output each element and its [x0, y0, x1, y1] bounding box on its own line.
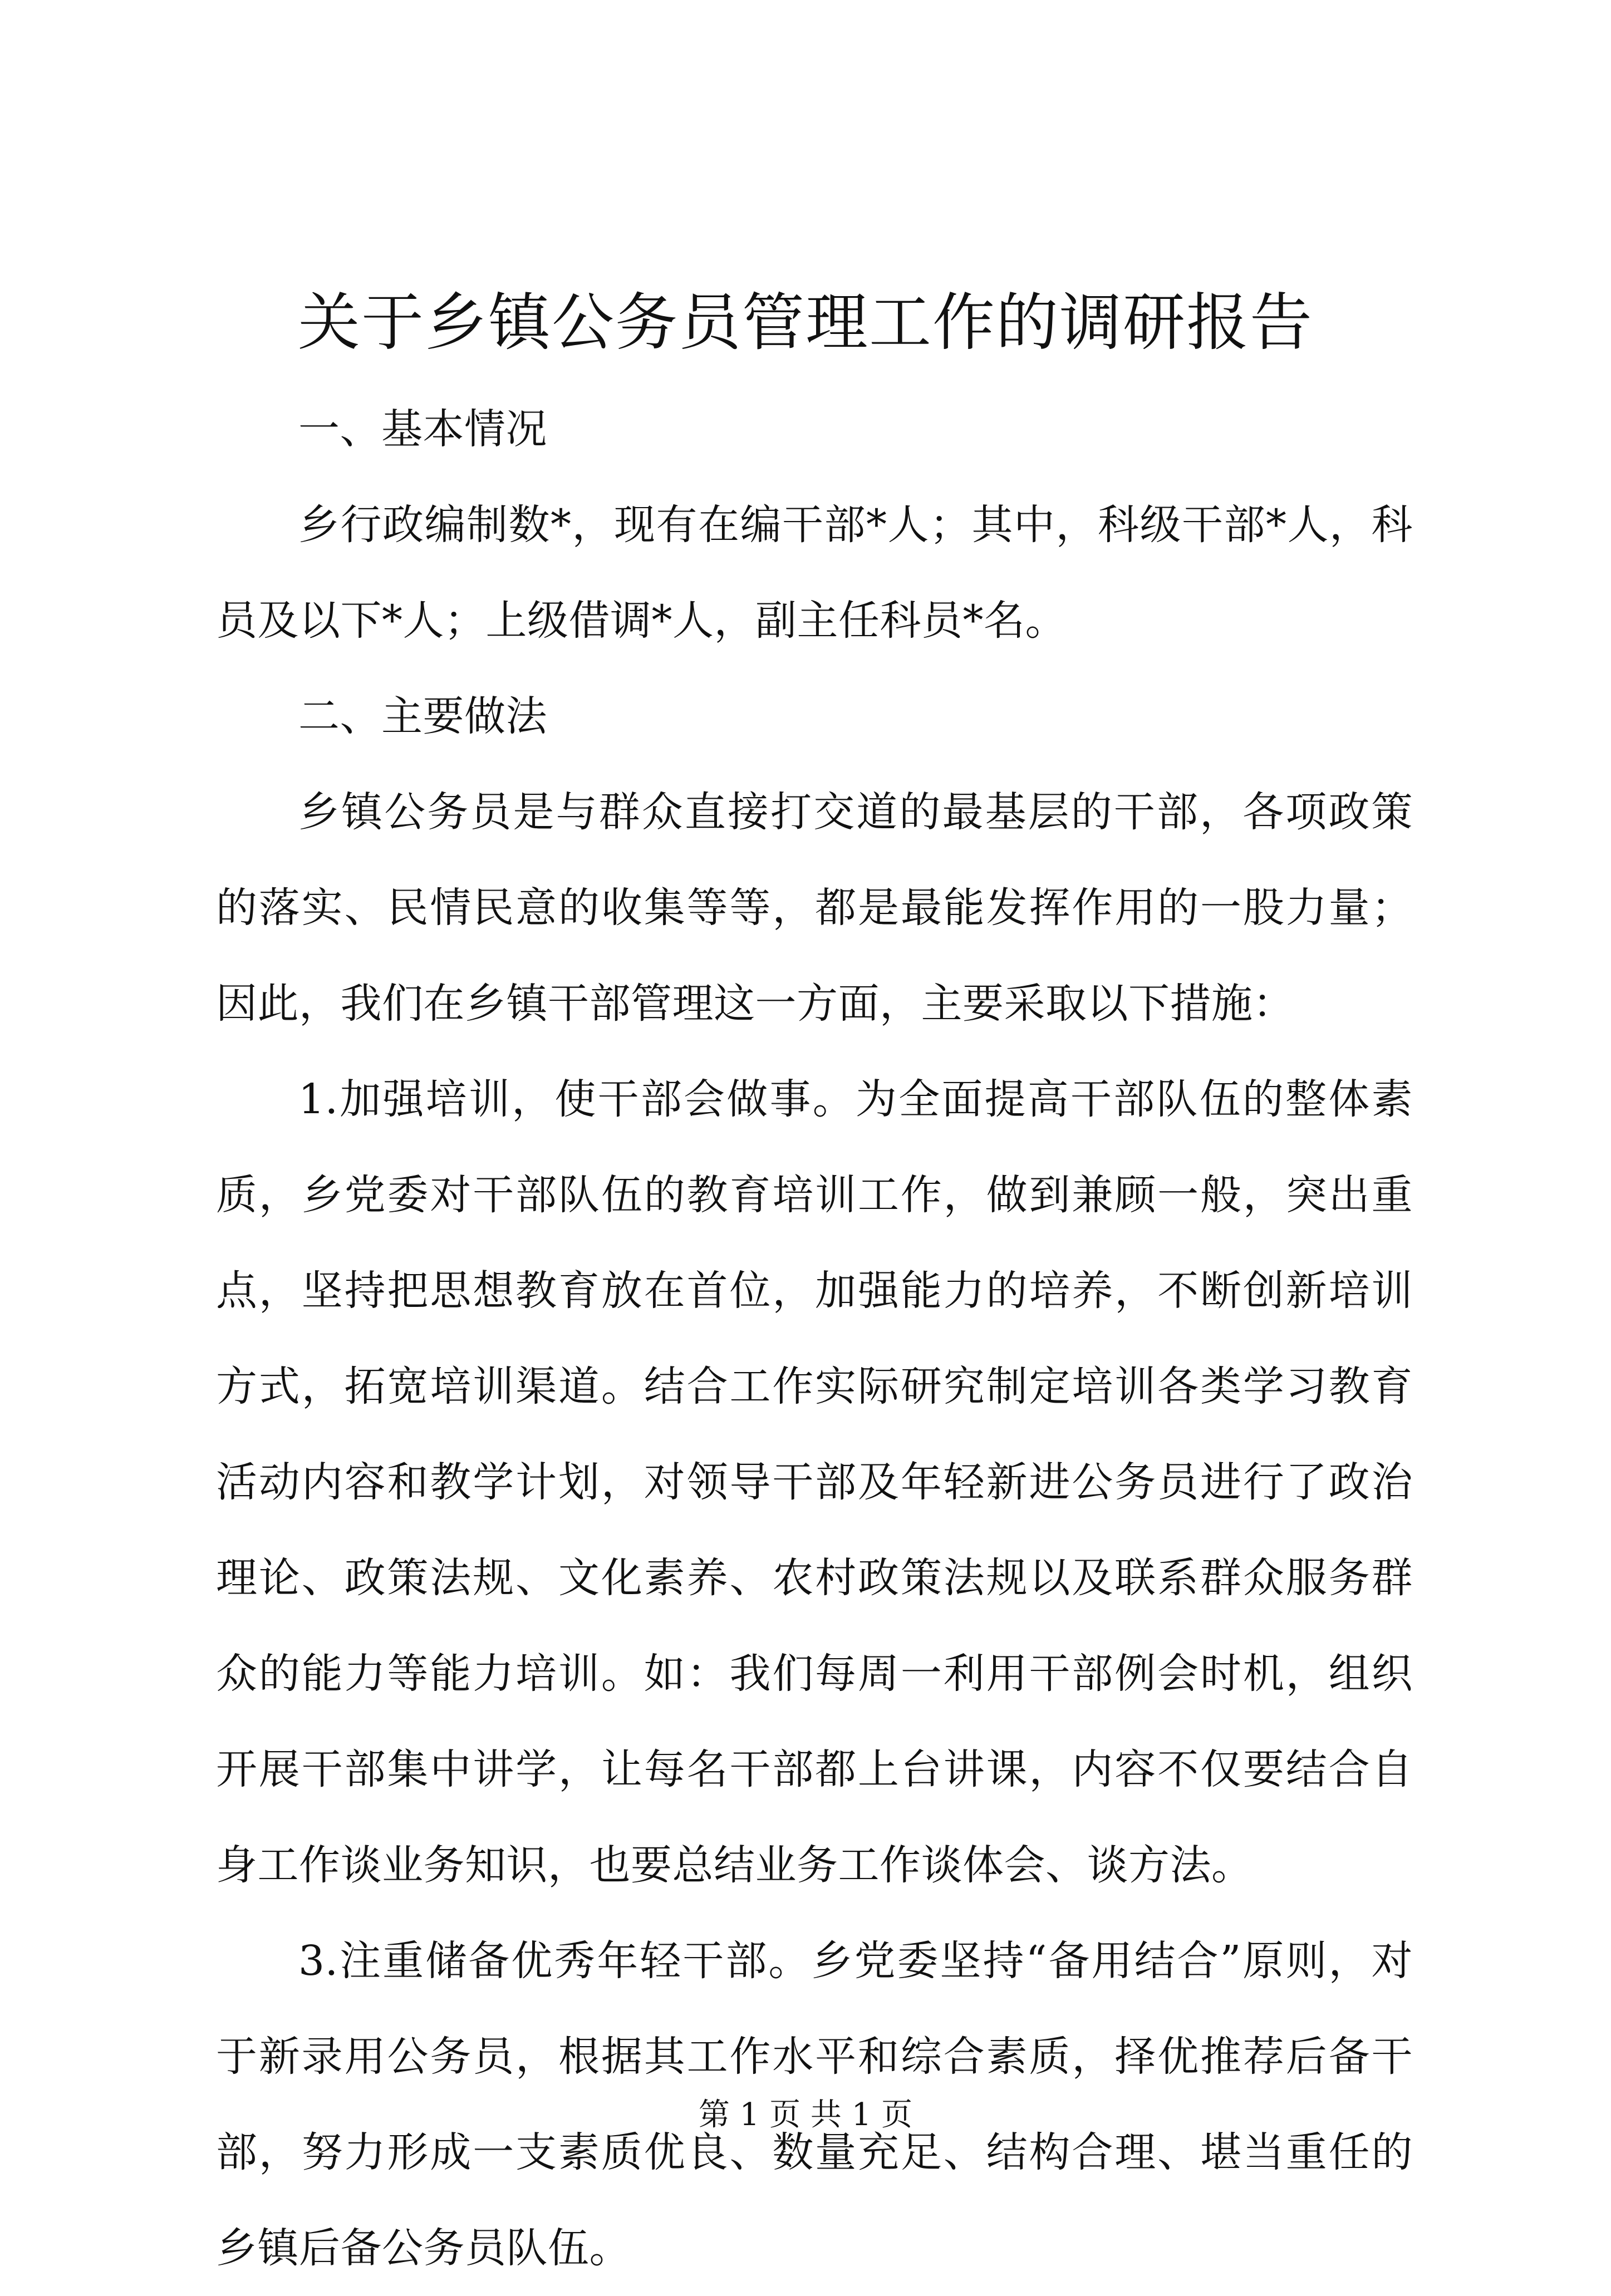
paragraph-staffing: 乡行政编制数*，现有在编干部*人；其中，科级干部*人，科员及以下*人；上级借调*人，副主任科员*名。 [216, 501, 1413, 645]
paragraph-training: 1.加强培训，使干部会做事。为全面提高干部队伍的整体素质，乡党委对干部队伍的教育培训工作，做到兼顾一般，突出重点，坚持把思想教育放在首位，加强能力的培养，不断创新培训方式，拓宽培训渠道。结合工作实际研究制定培训各类学习教育活动内容和教学计划，对领导干部及年轻新进公务员进行了政治理论、政策法规、文化素养、农村政策法规以及联系群众服务群众的能力等能力培训。如：我们每周一利用干部例会时机，组织开展干部集中讲学，让每名干部都上台讲课，内容不仅要结合自身工作谈业务知识，也要总结业务工作谈体会、谈方法。 [216, 1075, 1413, 1889]
document-body [216, 381, 1413, 2296]
paragraph-intro-measures: 乡镇公务员是与群众直接打交道的最基层的干部，各项政策的落实、民情民意的收集等等，都是最能发挥作用的一股力量；因此，我们在乡镇干部管理这一方面，主要采取以下措施： [216, 788, 1413, 1027]
section-heading-main-practices: 二、主要做法 [298, 692, 547, 740]
page-footer: 第 1 页 共 1 页 [698, 2097, 913, 2133]
paragraph-reserve-cadres: 3.注重储备优秀年轻干部。乡党委坚持“备用结合”原则，对于新录用公务员，根据其工作水平和综合素质，择优推荐后备干部，努力形成一支素质优良、数量充足、结构合理、堪当重任的乡镇后备公务员队伍。 [216, 1937, 1413, 2272]
section-heading-basic-situation: 一、基本情况 [298, 405, 547, 453]
document-title: 关于乡镇公务员管理工作的调研报告 [298, 287, 1313, 359]
